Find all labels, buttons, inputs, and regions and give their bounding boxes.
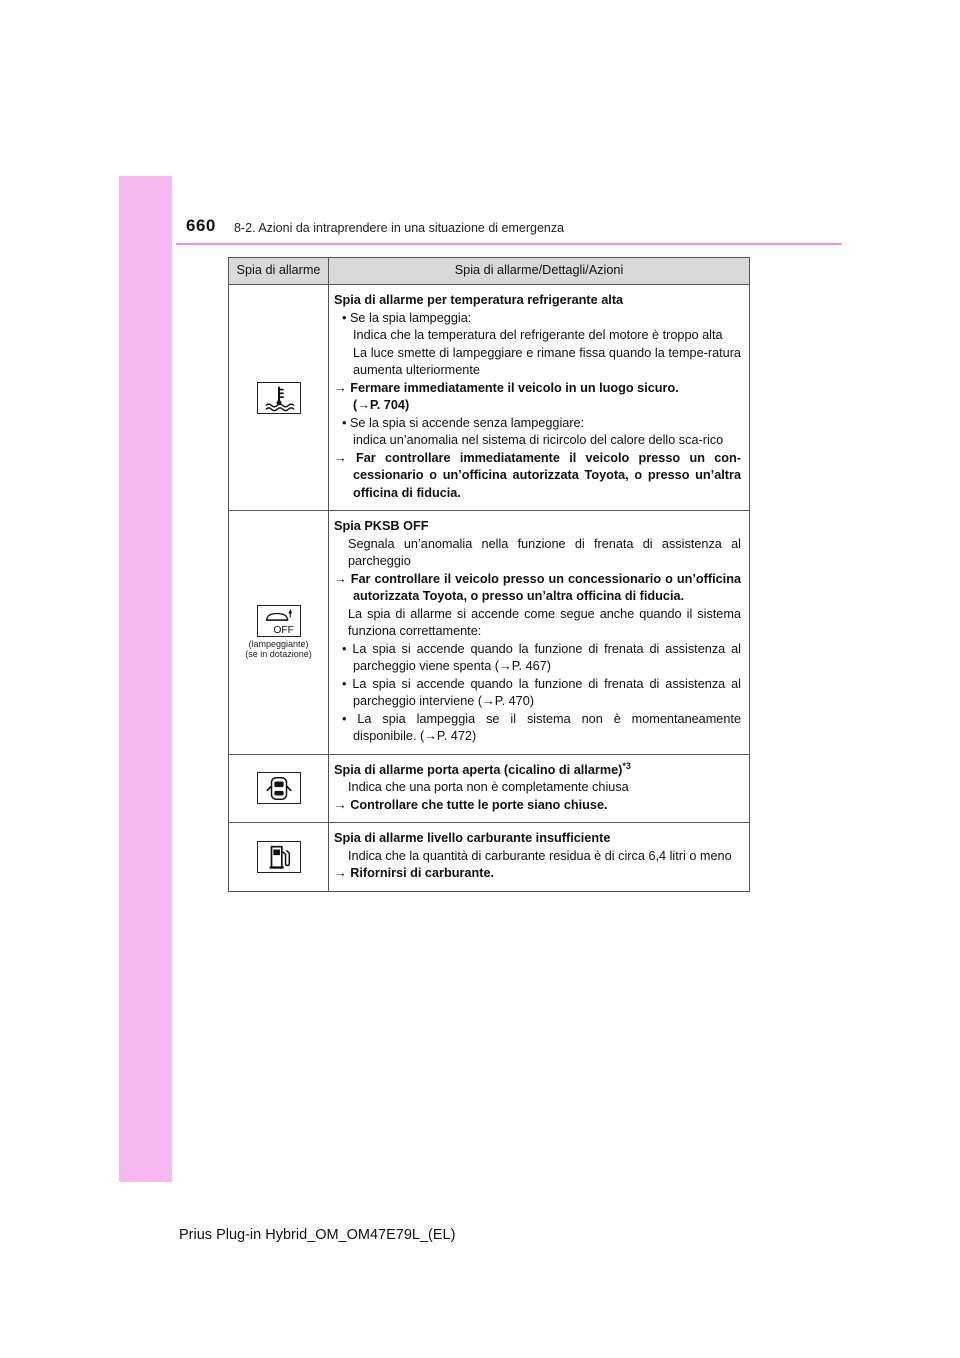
detail-text: Segnala un’anomalia nella funzione di frenata di assistenza al parcheggio — [348, 536, 741, 568]
detail-text: La luce smette di lampeggiare e rimane fissa quando la tempe-ratura aumenta ulteriormente — [353, 345, 741, 377]
action-text: → Controllare che tutte le porte siano chiuse. — [334, 797, 608, 812]
icon-cell — [229, 754, 329, 823]
detail-text: Indica che la temperatura del refrigerante del motore è troppo alta — [353, 328, 723, 342]
action-text: → Far controllare immediatamente il veicolo presso un con-cessionario o un’officina autorizzata Toyota, o presso un’altra officina di fiducia. — [334, 450, 741, 500]
warning-title: Spia di allarme livello carburante insufficiente — [334, 831, 611, 845]
detail-text: Indica che la quantità di carburante residua è di circa 6,4 litri o meno — [348, 848, 732, 863]
column-header-light: Spia di allarme — [229, 258, 329, 285]
warning-title: Spia di allarme per temperatura refrigerante alta — [334, 293, 624, 307]
icon-cell — [229, 511, 329, 755]
page-reference: (→P. 704) — [353, 398, 410, 412]
icon-caption: (se in dotazione) — [245, 649, 312, 660]
bullet-text: • Se la spia lampeggia: — [342, 310, 472, 325]
footnote-marker: *3 — [622, 760, 631, 771]
door-open-icon — [257, 772, 301, 804]
bullet-text: • Se la spia si accende senza lampeggiare: — [342, 415, 585, 430]
section-title: 8-2. Azioni da intraprendere in una situazione di emergenza — [234, 221, 565, 235]
table-row — [229, 285, 750, 511]
detail-text: La spia di allarme si accende come segue anche quando il sistema funziona correttamente: — [348, 606, 741, 638]
table-header-row — [229, 258, 750, 285]
detail-text: indica un’anomalia nel sistema di ricircolo del calore dello sca-rico — [353, 433, 724, 447]
warning-title-text: Spia di allarme porta aperta (cicalino di allarme) — [334, 762, 623, 777]
bullet-text: • La spia lampeggia se il sistema non è momentaneamente disponibile. (→P. 472) — [342, 711, 741, 743]
table-row — [229, 823, 750, 892]
icon-caption: (lampeggiante) — [248, 639, 309, 650]
details-cell — [329, 823, 750, 892]
details-cell — [329, 754, 750, 823]
action-text: → Rifornirsi di carburante. — [334, 866, 495, 880]
table-row — [229, 754, 750, 823]
fuel-pump-icon — [257, 841, 301, 873]
page-number: 660 — [186, 216, 216, 235]
column-header-details: Spia di allarme/Dettagli/Azioni — [329, 258, 750, 285]
warning-title — [334, 762, 741, 780]
pksb-off-icon — [257, 605, 301, 637]
table-row — [229, 511, 750, 755]
details-cell — [329, 511, 750, 755]
warning-lights-table — [228, 257, 750, 892]
action-text: → Far controllare il veicolo presso un concessionario o un’officina autorizzata Toyota, o presso un’altra officina di fiducia. — [334, 571, 741, 603]
coolant-temperature-icon — [257, 382, 301, 414]
pksb-off-label: OFF — [272, 625, 294, 637]
document-footer: Prius Plug-in Hybrid_OM_OM47E79L_(EL) — [179, 1227, 456, 1243]
warning-title: Spia PKSB OFF — [334, 519, 429, 533]
details-cell — [329, 285, 750, 511]
bullet-text: • La spia si accende quando la funzione di frenata di assistenza al parcheggio viene spenta (→P. 467) — [342, 641, 741, 673]
bullet-text: • La spia si accende quando la funzione di frenata di assistenza al parcheggio interviene (→P. 470) — [342, 676, 741, 708]
action-text: → Fermare immediatamente il veicolo in un luogo sicuro. — [334, 380, 679, 395]
section-tab-bar — [119, 176, 172, 1182]
icon-cell — [229, 823, 329, 892]
detail-text: Indica che una porta non è completamente chiusa — [348, 780, 629, 794]
icon-cell — [229, 285, 329, 511]
header-divider — [176, 243, 842, 245]
